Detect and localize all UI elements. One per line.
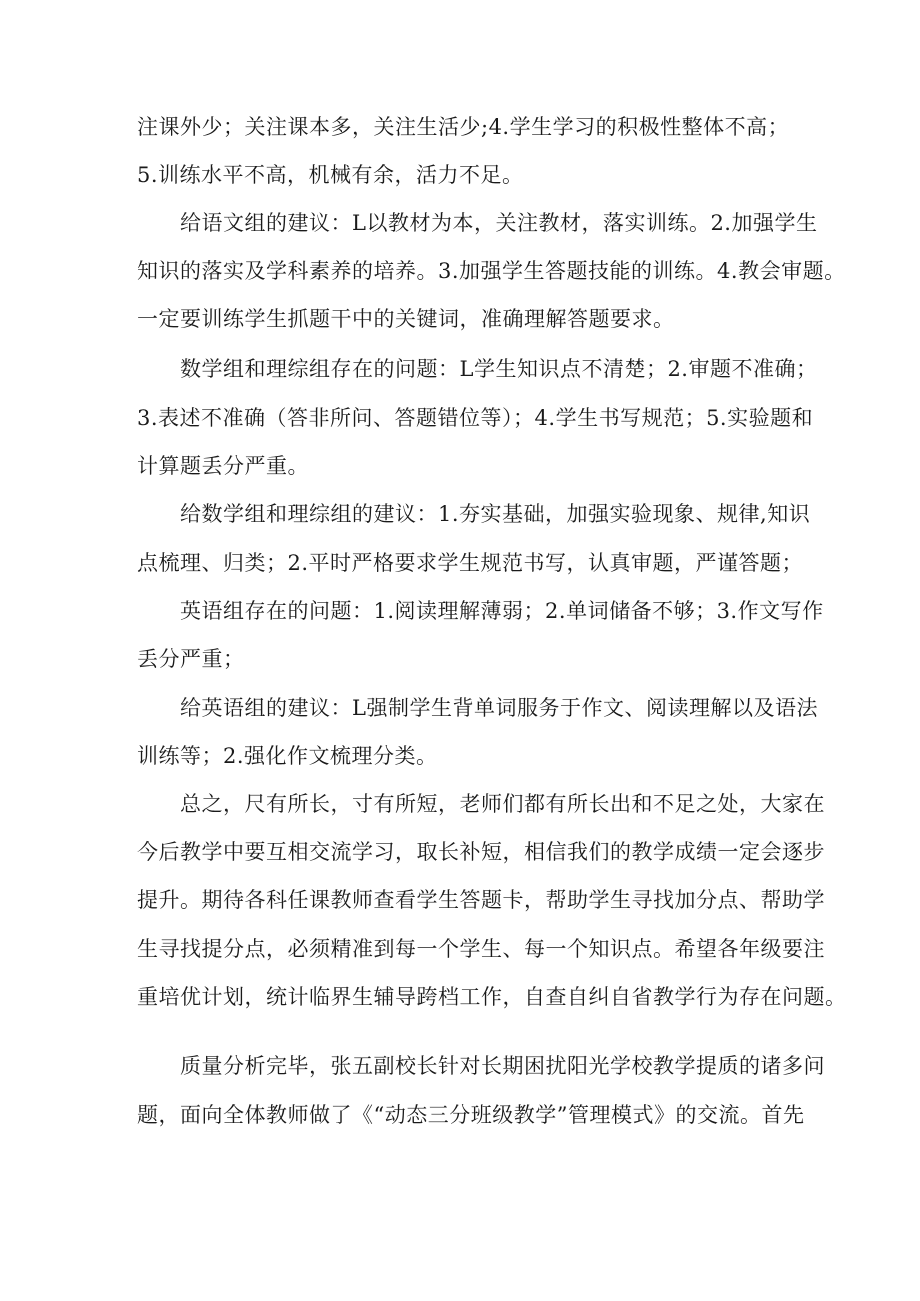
text-line: 生寻找提分点，必须精准到每一个学生、每一个知识点。希望各年级要注 [137, 937, 825, 961]
paragraph-first-line: 英语组存在的问题：1.阅读理解薄弱；2.单词储备不够；3.作文写作 [180, 599, 824, 623]
paragraph-first-line: 给英语组的建议：L强制学生背单词服务于作文、阅读理解以及语法 [180, 696, 818, 720]
text-line: 训练等；2.强化作文梳理分类。 [137, 744, 438, 768]
paragraph-first-line: 给语文组的建议：L以教材为本，关注教材，落实训练。2.加强学生 [180, 211, 818, 235]
text-line: 今后教学中要互相交流学习，取长补短，相信我们的教学成绩一定会逐步 [137, 840, 825, 864]
paragraph-first-line: 总之，尺有所长，寸有所短，老师们都有所长出和不足之处，大家在 [180, 792, 825, 816]
text-line: 5.训练水平不高，机械有余，活力不足。 [137, 163, 524, 187]
text-line: 点梳理、归类；2.平时严格要求学生规范书写，认真审题，严谨答题； [137, 551, 804, 575]
text-line: 计算题丢分严重。 [137, 454, 309, 478]
text-line: 丢分严重； [137, 647, 245, 671]
text-line: 一定要训练学生抓题干中的关键词，准确理解答题要求。 [137, 307, 675, 331]
text-line: 注课外少；关注课本多，关注生活少;4.学生学习的积极性整体不高； [137, 115, 790, 139]
text-line: 题，面向全体教师做了《“动态三分班级教学”管理模式》的交流。首先 [137, 1103, 805, 1127]
paragraph-first-line: 数学组和理综组存在的问题：L学生知识点不清楚；2.审题不准确； [180, 357, 818, 381]
text-line: 提升。期待各科任课教师查看学生答题卡，帮助学生寻找加分点、帮助学 [137, 888, 825, 912]
text-line: 重培优计划，统计临界生辅导跨档工作，自查自纠自省教学行为存在问题。 [137, 985, 847, 1009]
text-line: 3.表述不准确（答非所问、答题错位等）；4.学生书写规范；5.实验题和 [137, 406, 814, 430]
text-line: 知识的落实及学科素养的培养。3.加强学生答题技能的训练。4.教会审题。 [137, 259, 846, 283]
paragraph-first-line: 质量分析完毕，张五副校长针对长期困扰阳光学校教学提质的诸多问 [180, 1054, 825, 1078]
paragraph-first-line: 给数学组和理综组的建议：1.夯实基础，加强实验现象、规律,知识 [180, 502, 811, 526]
